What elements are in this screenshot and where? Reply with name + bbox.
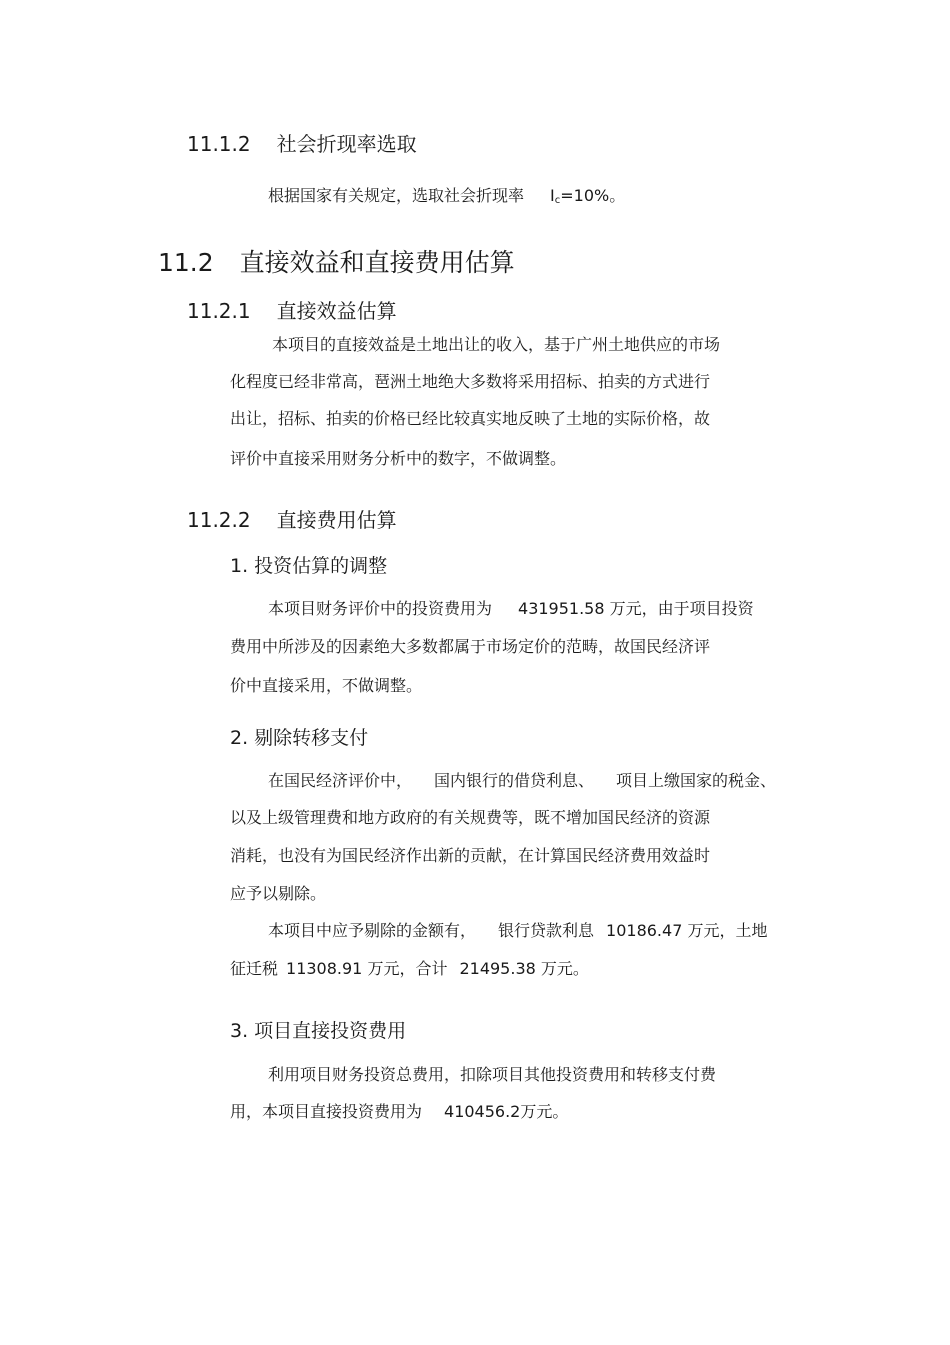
section-title: 社会折现率选取 — [276, 132, 417, 156]
section-title: 直接费用估算 — [276, 508, 397, 532]
text: 431951.58 万元，由于项目投资 — [518, 599, 754, 618]
section-number: 11.2 — [158, 248, 214, 277]
symbol: I — [550, 186, 555, 205]
text: 征迁税 — [230, 959, 279, 978]
paragraph-line: 出让，招标、拍卖的价格已经比较真实地反映了土地的实际价格，故 — [230, 409, 711, 428]
heading-11-1-2 — [187, 134, 417, 154]
text: 根据国家有关规定，选取社会折现率 — [268, 186, 525, 205]
item-2-title: 2. 剔除转移支付 — [230, 727, 369, 749]
text: 本项目财务评价中的投资费用为 — [268, 599, 493, 618]
value: =10%。 — [560, 186, 626, 205]
heading-11-2-1 — [187, 301, 397, 321]
paragraph-line: 消耗，也没有为国民经济作出新的贡献，在计算国民经济费用效益时 — [230, 846, 711, 865]
item-3-title: 3. 项目直接投资费用 — [230, 1020, 407, 1042]
section-number: 11.2.2 — [187, 508, 251, 532]
text: 本项目中应予剔除的金额有， — [268, 921, 477, 940]
item-1-title: 1. 投资估算的调整 — [230, 555, 388, 577]
section-number: 11.2.1 — [187, 299, 251, 323]
text: 11308.91 万元，合计 — [286, 959, 448, 978]
paragraph-line: 本项目的直接效益是土地出让的收入，基于广州土地供应的市场 — [272, 335, 721, 354]
paragraph-line: 评价中直接采用财务分析中的数字，不做调整。 — [230, 449, 567, 468]
text: 在国民经济评价中， — [268, 771, 413, 790]
text: 银行贷款利息 — [498, 921, 595, 940]
paragraph-line: 以及上级管理费和地方政府的有关规费等，既不增加国民经济的资源 — [230, 808, 711, 827]
paragraph-line — [268, 601, 754, 617]
text: 410456.2万元。 — [444, 1102, 569, 1121]
paragraph-line: 化程度已经非常高，琶洲土地绝大多数将采用招标、拍卖的方式进行 — [230, 372, 711, 391]
paragraph-line — [268, 923, 767, 939]
text: 21495.38 万元。 — [459, 959, 589, 978]
section-number: 11.1.2 — [187, 132, 251, 156]
paragraph-line — [268, 773, 776, 789]
text: 国内银行的借贷利息、 — [434, 771, 595, 790]
paragraph-discount-rate — [268, 188, 625, 206]
paragraph-line — [230, 961, 589, 977]
text: 用，本项目直接投资费用为 — [230, 1102, 423, 1121]
paragraph-line — [230, 1104, 568, 1120]
paragraph-line: 利用项目财务投资总费用，扣除项目其他投资费用和转移支付费 — [268, 1065, 717, 1084]
heading-11-2-2 — [187, 510, 397, 530]
paragraph-line: 费用中所涉及的因素绝大多数都属于市场定价的范畴，故国民经济评 — [230, 637, 711, 656]
heading-11-2 — [158, 250, 515, 275]
subscript: c — [554, 195, 561, 206]
text: 10186.47 万元，土地 — [606, 921, 768, 940]
paragraph-line: 价中直接采用，不做调整。 — [230, 676, 423, 695]
section-title: 直接效益和直接费用估算 — [239, 248, 515, 277]
text: 项目上缴国家的税金、 — [616, 771, 777, 790]
paragraph-line: 应予以剔除。 — [230, 884, 327, 903]
section-title: 直接效益估算 — [276, 299, 397, 323]
